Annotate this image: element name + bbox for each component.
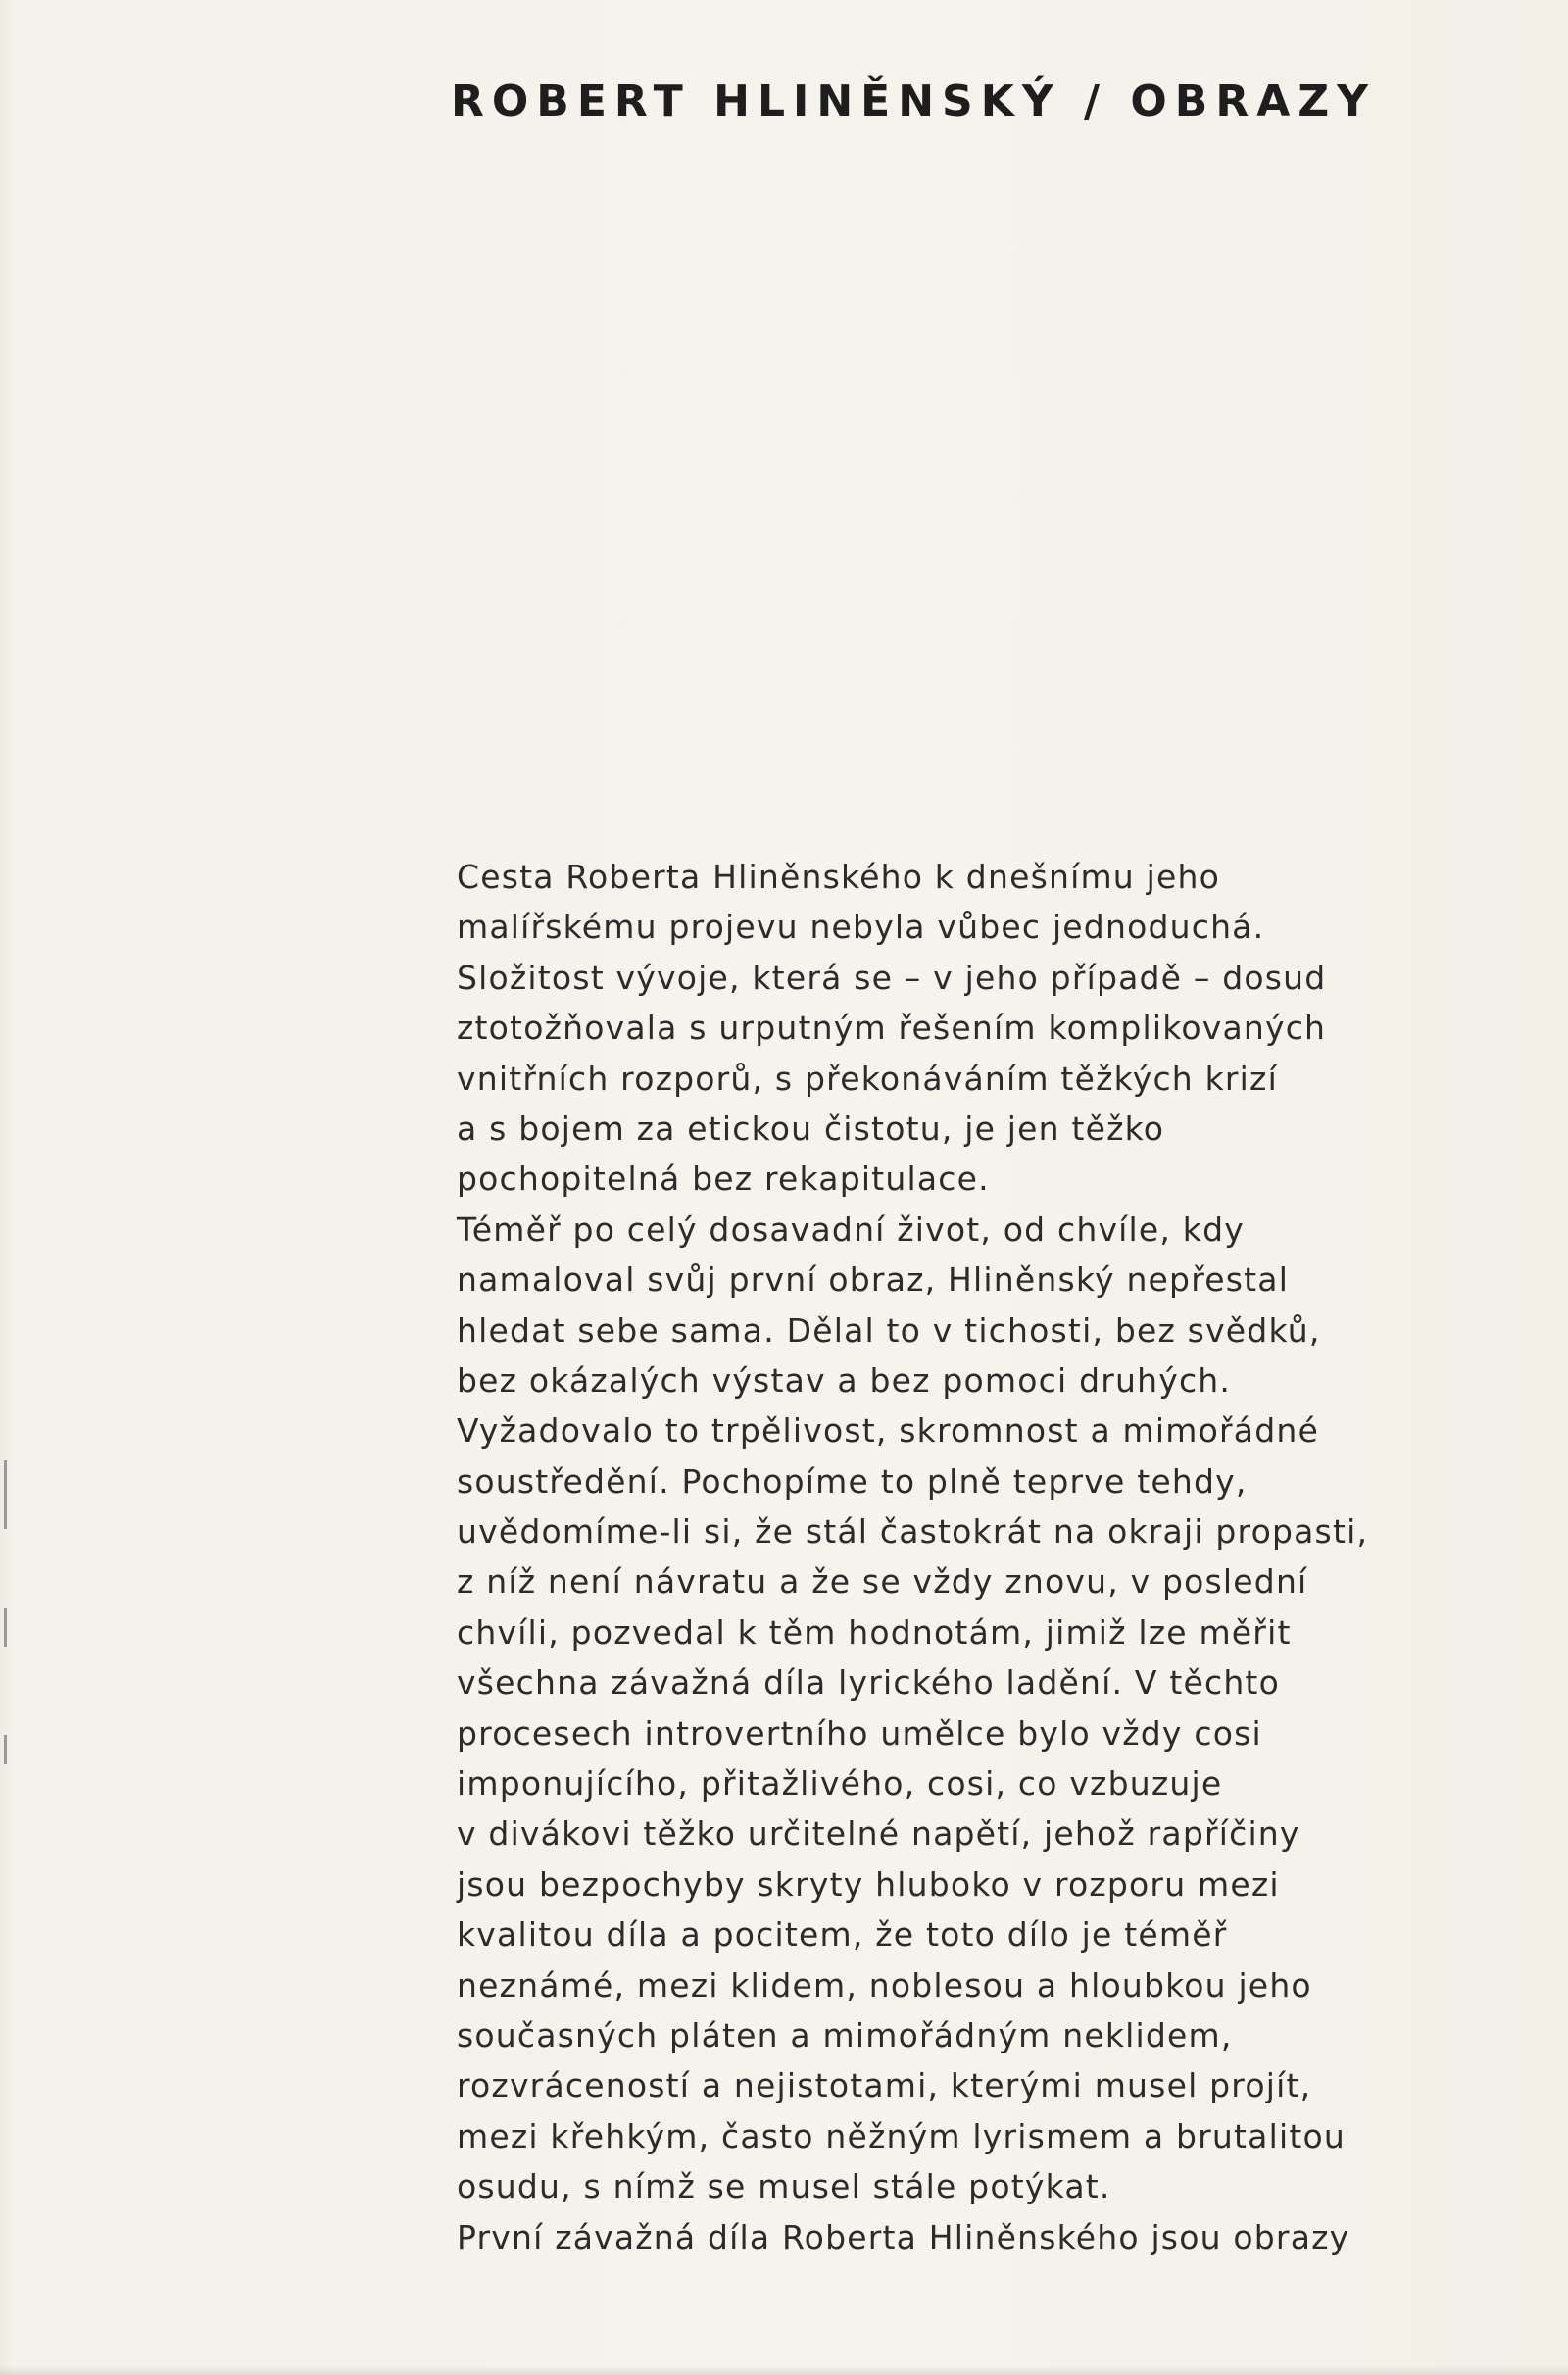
page-title: ROBERT HLINĚNSKÝ / OBRAZY — [451, 76, 1377, 126]
text-line: namaloval svůj první obraz, Hliněnský nepřestal — [457, 1261, 1290, 1300]
text-line: procesech introvertního umělce bylo vždy cosi — [457, 1713, 1262, 1753]
text-line: současných pláten a mimořádným neklidem, — [457, 2015, 1233, 2054]
text-line: Cesta Roberta Hliněnského k dnešnímu jeho — [457, 858, 1220, 896]
text-line: jsou bezpochyby skryty hluboko v rozporu mezi — [457, 1864, 1280, 1904]
text-line: pochopitelná bez rekapitulace. — [457, 1160, 990, 1199]
text-line: a s bojem za etickou čistotu, je jen těžko — [457, 1109, 1165, 1148]
page-edge-mark — [4, 1735, 7, 1764]
text-line: kvalitou díla a pocitem, že toto dílo je téměř — [457, 1915, 1228, 1954]
page-edge-mark — [4, 1608, 7, 1647]
text-line: v divákovi těžko určitelné napětí, jehož rapříčiny — [457, 1814, 1300, 1854]
text-line: chvíli, pozvedal k těm hodnotám, jimiž lze měřit — [457, 1612, 1292, 1652]
text-line: vnitřních rozporů, s překonáváním těžkých krizí — [457, 1059, 1278, 1098]
text-line: malířskému projevu nebyla vůbec jednoduchá. — [457, 908, 1265, 947]
text-line: bez okázalých výstav a bez pomoci druhých. — [457, 1361, 1232, 1400]
page-bottom-edge — [0, 2365, 1568, 2375]
text-line: osudu, s nímž se musel stále potýkat. — [457, 2167, 1111, 2206]
text-line: Vyžadovalo to trpělivost, skromnost a mimořádné — [457, 1411, 1319, 1451]
text-line: Téměř po celý dosavadní život, od chvíle, kdy — [457, 1210, 1245, 1249]
body-text — [457, 852, 1446, 2262]
text-line: imponujícího, přitažlivého, cosi, co vzbuzuje — [457, 1764, 1223, 1804]
text-line: všechna závažná díla lyrického ladění. V těchto — [457, 1663, 1280, 1703]
text-line: hledat sebe sama. Dělal to v tichosti, bez svědků, — [457, 1311, 1321, 1350]
text-line: První závažná díla Roberta Hliněnského jsou obrazy — [457, 2217, 1350, 2256]
text-line: mezi křehkým, často něžným lyrismem a brutalitou — [457, 2116, 1346, 2155]
text-line: Složitost vývoje, která se – v jeho případě – dosud — [457, 958, 1327, 997]
text-line: uvědomíme-li si, že stál častokrát na okraji propasti, — [457, 1512, 1369, 1552]
text-line: soustředění. Pochopíme to plně teprve tehdy, — [457, 1461, 1248, 1501]
text-line: ztotožňovala s urputným řešením komplikovaných — [457, 1009, 1327, 1048]
text-line: rozvráceností a nejistotami, kterými musel projít, — [457, 2066, 1312, 2105]
text-line: z níž není návratu a že se vždy znovu, v poslední — [457, 1562, 1308, 1602]
page-edge-mark — [4, 1460, 7, 1529]
text-line: neznámé, mezi klidem, noblesou a hloubkou jeho — [457, 1965, 1312, 2004]
